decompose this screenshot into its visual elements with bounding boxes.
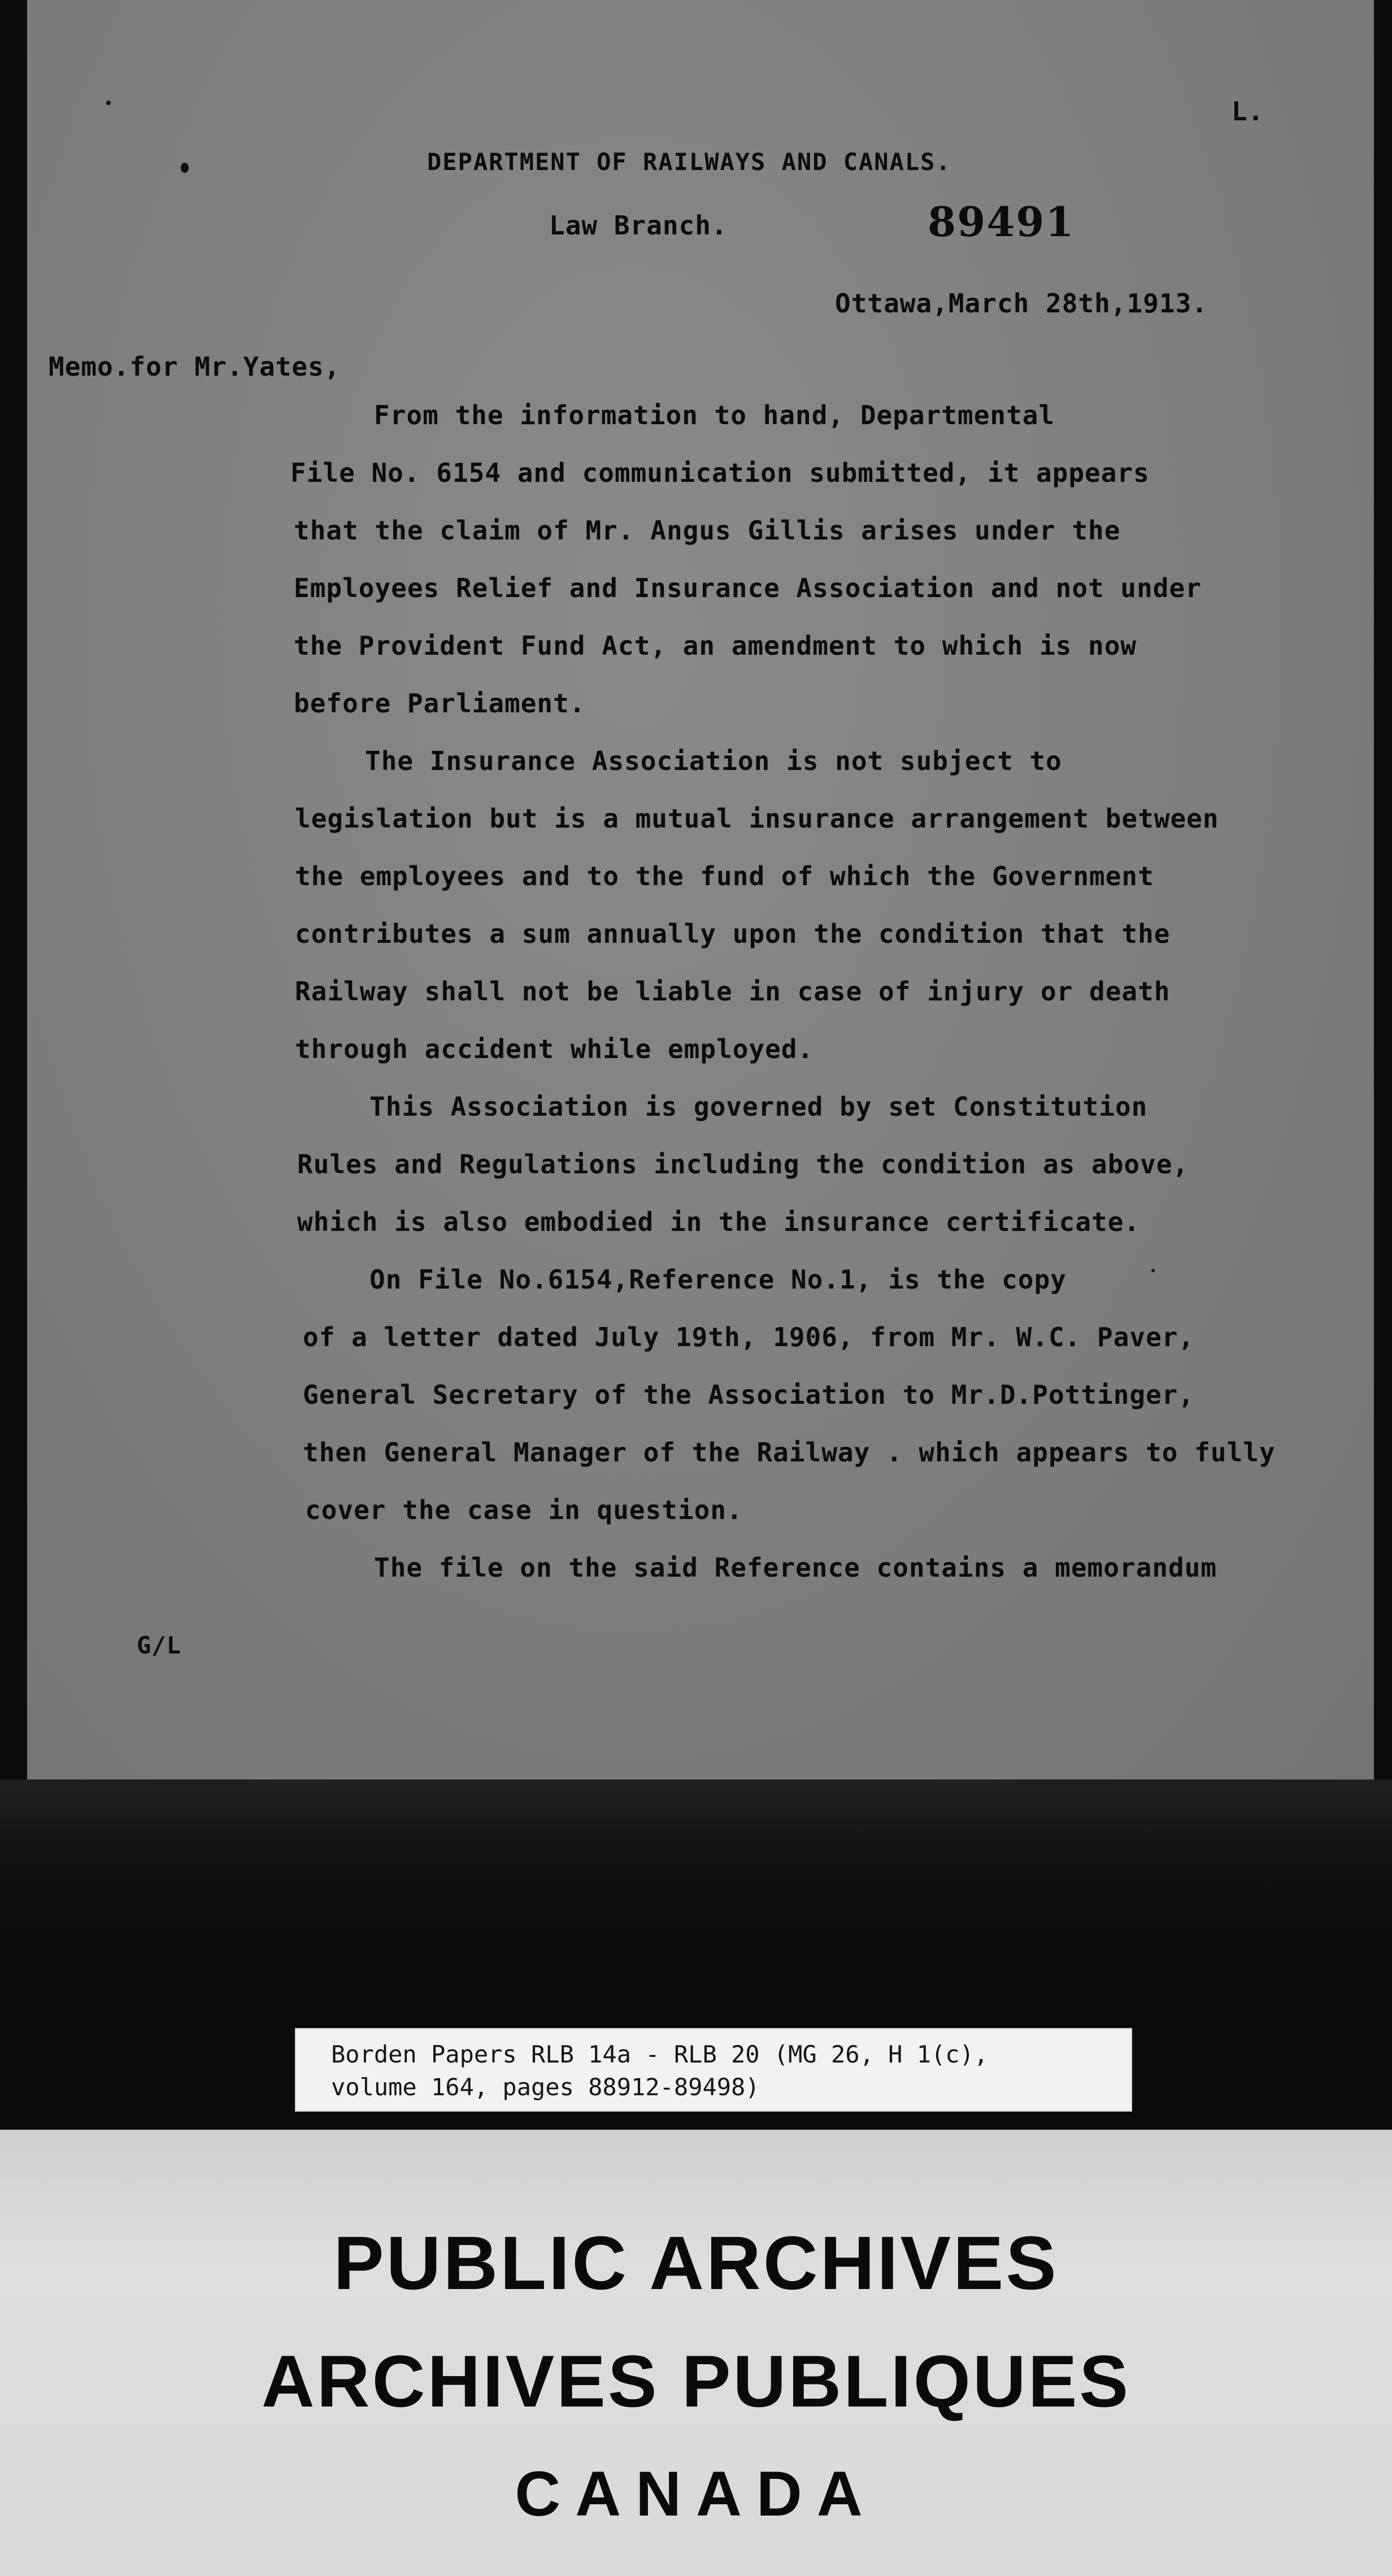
body-line: of a letter dated July 19th, 1906, from Mr. W.C. Paver, [303,1322,1195,1352]
ink-speck [181,163,189,173]
body-line: General Secretary of the Association to Mr.D.Pottinger, [303,1380,1195,1410]
body-line: before Parliament. [294,688,586,719]
body-line: From the information to hand, Departmental [374,400,1055,430]
branch-name: Law Branch. [549,210,728,241]
body-line: File No. 6154 and communication submitted, it appears [290,458,1150,488]
archive-stamp-line-2: ARCHIVES PUBLIQUES [261,2340,1131,2422]
body-line: Rules and Regulations including the condition as above, [297,1149,1189,1180]
body-line: the Provident Fund Act, an amendment to which is now [294,630,1137,661]
body-line: the employees and to the fund of which the Government [295,861,1154,891]
body-line: This Association is governed by set Constitution [369,1091,1148,1122]
collection-reference-label [295,2028,1132,2112]
body-line: On File No.6154,Reference No.1, is the copy [369,1264,1067,1295]
body-line: then General Manager of the Railway . which appears to fully [303,1437,1276,1468]
reference-line-1: Borden Papers RLB 14a - RLB 20 (MG 26, H 1(c), [331,2040,989,2068]
body-line: legislation but is a mutual insurance arrangement between [295,803,1219,834]
body-line: that the claim of Mr. Angus Gillis arises under the [294,515,1121,546]
archive-stamp-line-1: PUBLIC ARCHIVES [333,2221,1059,2305]
body-line: which is also embodied in the insurance certificate. [297,1207,1141,1237]
file-number-stamp: 89491 [928,198,1075,246]
body-line: through accident while employed. [295,1034,814,1064]
memo-salutation: Memo.for Mr.Yates, [49,351,341,382]
reference-line-2: volume 164, pages 88912-89498) [331,2073,760,2101]
body-line: The Insurance Association is not subject to [365,746,1062,776]
archive-stamp-line-3: CANADA [515,2458,877,2529]
body-line: cover the case in question. [305,1495,743,1525]
department-heading: DEPARTMENT OF RAILWAYS AND CANALS. [427,148,951,176]
date-line: Ottawa,March 28th,1913. [835,288,1208,319]
typist-initials: G/L [137,1631,181,1659]
ink-speck [106,101,111,105]
body-line: Employees Relief and Insurance Association and not under [294,573,1202,603]
page-marker: L. [1232,96,1264,127]
ink-speck [1151,1269,1155,1272]
body-line: contributes a sum annually upon the condition that the [295,919,1171,949]
archive-stamp-card [0,2130,1392,2576]
body-line: Railway shall not be liable in case of injury or death [295,976,1171,1007]
film-margin [0,1779,1392,2017]
body-line: The file on the said Reference contains a memorandum [374,1552,1217,1583]
document-sheet [27,0,1374,1779]
